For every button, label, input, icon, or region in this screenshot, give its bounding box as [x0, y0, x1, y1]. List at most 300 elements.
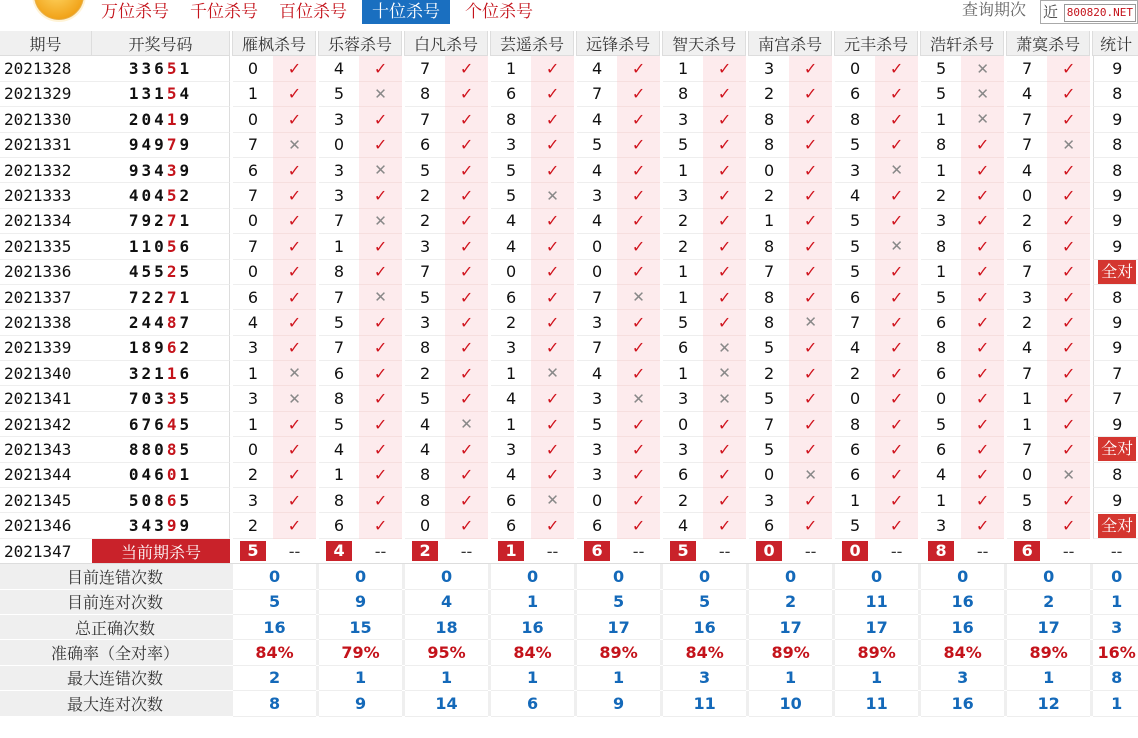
stat-value: 9	[319, 691, 402, 716]
stat-count: 1	[1093, 691, 1138, 716]
check-icon: ✓	[1047, 488, 1090, 513]
table-row	[0, 412, 1138, 437]
kill-number: 0	[319, 133, 359, 158]
cross-icon: ✕	[703, 336, 746, 361]
kill-number: 8	[491, 107, 531, 132]
kill-number: 4	[577, 158, 617, 183]
kill-number: 0	[749, 158, 789, 183]
draw-digit: 2	[128, 312, 142, 332]
cross-icon: ✕	[273, 386, 316, 411]
period-number: 2021346	[0, 513, 92, 538]
stat-value: 17	[577, 615, 660, 640]
draw-number	[92, 158, 230, 183]
pending-mark: --	[961, 539, 1004, 564]
draw-digit: 8	[154, 490, 167, 510]
check-icon: ✓	[273, 463, 316, 488]
kill-number: 4	[319, 437, 359, 462]
check-icon: ✓	[445, 488, 488, 513]
draw-digit-tens: 6	[166, 338, 180, 358]
stat-value: 14	[405, 691, 488, 716]
check-icon: ✓	[531, 386, 574, 411]
stat-value: 1	[491, 590, 574, 615]
current-kill-cell	[577, 539, 617, 564]
period-number: 2021336	[0, 260, 92, 285]
check-icon: ✓	[789, 386, 832, 411]
kill-number: 1	[491, 361, 531, 386]
check-icon: ✓	[961, 183, 1004, 208]
check-icon: ✓	[875, 336, 918, 361]
kill-number: 3	[319, 158, 359, 183]
draw-digit-tens: 1	[166, 363, 180, 383]
check-icon: ✓	[273, 234, 316, 259]
pending-mark: --	[875, 539, 918, 564]
kill-number: 1	[921, 260, 961, 285]
kill-number: 7	[405, 260, 445, 285]
check-icon: ✓	[531, 310, 574, 335]
header-expert: 白凡杀号	[405, 31, 488, 56]
kill-number: 0	[491, 260, 531, 285]
stat-row	[0, 640, 1138, 665]
draw-number	[92, 82, 230, 107]
draw-digit: 6	[154, 59, 167, 79]
kill-number: 8	[319, 260, 359, 285]
kill-number: 8	[921, 336, 961, 361]
kill-number: 5	[749, 386, 789, 411]
kill-number: 0	[921, 386, 961, 411]
row-count	[1093, 437, 1138, 462]
check-icon: ✓	[1047, 437, 1090, 462]
check-icon: ✓	[789, 107, 832, 132]
check-icon: ✓	[273, 107, 316, 132]
draw-digit: 6	[179, 363, 193, 383]
stat-value: 18	[405, 615, 488, 640]
kill-number: 5	[1007, 488, 1047, 513]
check-icon: ✓	[961, 310, 1004, 335]
kill-number: 8	[921, 234, 961, 259]
header-expert: 南宫杀号	[749, 31, 832, 56]
check-icon: ✓	[875, 310, 918, 335]
draw-digit: 8	[141, 439, 155, 459]
kill-number-table	[0, 31, 1138, 717]
draw-digit: 7	[128, 389, 142, 409]
kill-number: 5	[663, 133, 703, 158]
table-row	[0, 183, 1138, 208]
row-count: 7	[1093, 386, 1138, 411]
draw-digit: 0	[141, 389, 155, 409]
check-icon: ✓	[875, 488, 918, 513]
kill-number: 8	[921, 133, 961, 158]
header-expert: 乐蓉杀号	[319, 31, 402, 56]
kill-number: 3	[663, 107, 703, 132]
draw-digit-tens: 6	[166, 490, 180, 510]
kill-number: 5	[835, 209, 875, 234]
check-icon: ✓	[703, 310, 746, 335]
stat-value: 2	[749, 590, 832, 615]
row-count: 9	[1093, 488, 1138, 513]
stat-value: 84%	[233, 640, 316, 665]
stat-label: 目前连错次数	[0, 564, 230, 589]
check-icon: ✓	[703, 463, 746, 488]
period-number: 2021345	[0, 488, 92, 513]
cross-icon: ✕	[531, 488, 574, 513]
stat-row	[0, 615, 1138, 640]
stat-value: 11	[835, 590, 918, 615]
kill-number: 5	[921, 412, 961, 437]
draw-digit: 2	[154, 287, 167, 307]
kill-number: 4	[1007, 158, 1047, 183]
check-icon: ✓	[445, 234, 488, 259]
kill-number: 3	[663, 386, 703, 411]
kill-number: 3	[749, 488, 789, 513]
stat-value: 84%	[663, 640, 746, 665]
kill-number: 1	[233, 361, 273, 386]
stat-value: 17	[1007, 615, 1090, 640]
draw-number	[92, 183, 230, 208]
draw-number	[92, 437, 230, 462]
kill-number: 3	[835, 158, 875, 183]
period-number: 2021331	[0, 133, 92, 158]
kill-number: 2	[233, 513, 273, 538]
kill-number: 5	[405, 386, 445, 411]
row-count: 9	[1093, 412, 1138, 437]
kill-number: 1	[319, 463, 359, 488]
kill-number: 5	[921, 56, 961, 81]
draw-digit: 1	[179, 465, 193, 485]
kill-number: 4	[233, 310, 273, 335]
kill-number: 6	[491, 285, 531, 310]
kill-number: 2	[491, 310, 531, 335]
kill-number: 2	[663, 234, 703, 259]
row-count: 8	[1093, 285, 1138, 310]
check-icon: ✓	[1047, 361, 1090, 386]
check-icon: ✓	[703, 133, 746, 158]
check-icon: ✓	[531, 133, 574, 158]
check-icon: ✓	[961, 488, 1004, 513]
check-icon: ✓	[617, 361, 660, 386]
kill-number: 5	[835, 260, 875, 285]
draw-digit: 8	[141, 338, 155, 358]
check-icon: ✓	[961, 513, 1004, 538]
check-icon: ✓	[789, 513, 832, 538]
kill-number: 6	[319, 361, 359, 386]
stat-value: 11	[663, 691, 746, 716]
header-expert: 远锋杀号	[577, 31, 660, 56]
stat-value: 16	[491, 615, 574, 640]
check-icon: ✓	[961, 234, 1004, 259]
kill-number: 8	[835, 107, 875, 132]
stat-label: 总正确次数	[0, 615, 230, 640]
check-icon: ✓	[531, 285, 574, 310]
check-icon: ✓	[703, 513, 746, 538]
kill-number: 4	[491, 234, 531, 259]
draw-digit: 6	[128, 414, 142, 434]
kill-number: 3	[921, 209, 961, 234]
check-icon: ✓	[359, 260, 402, 285]
check-icon: ✓	[445, 82, 488, 107]
draw-digit: 4	[128, 262, 142, 282]
period-number: 2021342	[0, 412, 92, 437]
check-icon: ✓	[359, 310, 402, 335]
check-icon: ✓	[617, 56, 660, 81]
kill-number: 8	[749, 107, 789, 132]
cross-icon: ✕	[273, 361, 316, 386]
row-count: 8	[1093, 463, 1138, 488]
stat-value: 1	[835, 666, 918, 691]
check-icon: ✓	[531, 56, 574, 81]
draw-digit: 7	[128, 287, 142, 307]
table-row	[0, 56, 1138, 81]
check-icon: ✓	[445, 260, 488, 285]
kill-number: 5	[921, 285, 961, 310]
current-count: --	[1093, 539, 1138, 564]
current-period-number: 2021347	[0, 539, 92, 564]
cross-icon: ✕	[617, 386, 660, 411]
check-icon: ✓	[531, 463, 574, 488]
check-icon: ✓	[875, 82, 918, 107]
kill-number: 3	[577, 386, 617, 411]
kill-number: 8	[405, 336, 445, 361]
stat-row	[0, 590, 1138, 615]
check-icon: ✓	[445, 310, 488, 335]
draw-digit: 1	[128, 338, 142, 358]
kill-number: 0	[663, 412, 703, 437]
check-icon: ✓	[1047, 285, 1090, 310]
draw-digit: 0	[154, 439, 167, 459]
draw-digit: 4	[154, 186, 167, 206]
cross-icon: ✕	[961, 107, 1004, 132]
kill-number: 4	[577, 361, 617, 386]
check-icon: ✓	[617, 133, 660, 158]
period-number: 2021335	[0, 234, 92, 259]
kill-number: 6	[233, 158, 273, 183]
kill-number: 8	[1007, 513, 1047, 538]
check-icon: ✓	[359, 513, 402, 538]
check-icon: ✓	[273, 412, 316, 437]
stat-value: 0	[491, 564, 574, 589]
draw-digit-tens: 5	[166, 186, 180, 206]
draw-digit: 7	[179, 312, 193, 332]
cross-icon: ✕	[961, 82, 1004, 107]
check-icon: ✓	[273, 310, 316, 335]
check-icon: ✓	[273, 437, 316, 462]
kill-number: 7	[233, 133, 273, 158]
kill-number: 5	[491, 158, 531, 183]
kill-number: 6	[1007, 234, 1047, 259]
period-number: 2021329	[0, 82, 92, 107]
kill-number: 0	[1007, 183, 1047, 208]
kill-number: 7	[233, 234, 273, 259]
period-number: 2021340	[0, 361, 92, 386]
pending-mark: --	[359, 539, 402, 564]
draw-digit-tens: 1	[166, 109, 180, 129]
stat-count: 8	[1093, 666, 1138, 691]
kill-number: 1	[921, 158, 961, 183]
stat-value: 10	[749, 691, 832, 716]
row-count: 9	[1093, 107, 1138, 132]
stat-value: 5	[233, 590, 316, 615]
kill-number: 0	[835, 56, 875, 81]
cross-icon: ✕	[1047, 133, 1090, 158]
kill-number: 6	[491, 513, 531, 538]
kill-number: 7	[1007, 133, 1047, 158]
kill-number: 8	[319, 386, 359, 411]
kill-number: 1	[1007, 386, 1047, 411]
kill-number: 7	[577, 285, 617, 310]
draw-number	[92, 209, 230, 234]
kill-number: 7	[1007, 260, 1047, 285]
draw-digit: 4	[141, 516, 155, 536]
kill-number: 3	[577, 183, 617, 208]
kill-number: 7	[749, 412, 789, 437]
cross-icon: ✕	[359, 209, 402, 234]
table-row	[0, 158, 1138, 183]
kill-number: 4	[577, 56, 617, 81]
check-icon: ✓	[359, 463, 402, 488]
pending-mark: --	[617, 539, 660, 564]
kill-number: 2	[749, 183, 789, 208]
kill-number: 3	[1007, 285, 1047, 310]
table-row	[0, 463, 1138, 488]
check-icon: ✓	[875, 260, 918, 285]
tab-wan[interactable]: 万位杀号	[101, 2, 169, 22]
kill-number: 3	[233, 336, 273, 361]
check-icon: ✓	[531, 437, 574, 462]
check-icon: ✓	[445, 513, 488, 538]
check-icon: ✓	[531, 82, 574, 107]
draw-digit: 1	[154, 84, 167, 104]
kill-number: 0	[835, 386, 875, 411]
query-period-select[interactable]	[1040, 0, 1138, 24]
current-kill-cell	[749, 539, 789, 564]
kill-number: 6	[405, 133, 445, 158]
kill-number: 5	[491, 183, 531, 208]
kill-number: 8	[749, 234, 789, 259]
draw-digit-tens: 3	[166, 160, 180, 180]
check-icon: ✓	[1047, 183, 1090, 208]
check-icon: ✓	[273, 56, 316, 81]
row-count: 9	[1093, 56, 1138, 81]
check-icon: ✓	[961, 463, 1004, 488]
header-expert: 浩轩杀号	[921, 31, 1004, 56]
kill-number: 6	[835, 82, 875, 107]
check-icon: ✓	[445, 386, 488, 411]
kill-number: 4	[491, 209, 531, 234]
kill-number: 6	[491, 488, 531, 513]
draw-number	[92, 310, 230, 335]
stat-value: 89%	[577, 640, 660, 665]
draw-digit: 9	[179, 160, 193, 180]
check-icon: ✓	[789, 412, 832, 437]
check-icon: ✓	[445, 285, 488, 310]
kill-number: 0	[233, 56, 273, 81]
period-number: 2021337	[0, 285, 92, 310]
tab-ge[interactable]: 个位杀号	[465, 2, 533, 22]
period-number: 2021330	[0, 107, 92, 132]
table-row	[0, 437, 1138, 462]
check-icon: ✓	[1047, 386, 1090, 411]
draw-digit: 4	[141, 312, 155, 332]
check-icon: ✓	[961, 260, 1004, 285]
draw-digit: 5	[179, 414, 193, 434]
draw-digit-tens: 4	[166, 414, 180, 434]
draw-number	[92, 107, 230, 132]
draw-digit: 9	[179, 135, 193, 155]
stat-value: 95%	[405, 640, 488, 665]
cross-icon: ✕	[703, 361, 746, 386]
kill-number: 3	[577, 463, 617, 488]
stat-count: 0	[1093, 564, 1138, 589]
tab-shi[interactable]: 十位杀号	[362, 0, 450, 24]
stat-value: 3	[921, 666, 1004, 691]
check-icon: ✓	[875, 183, 918, 208]
table-row	[0, 82, 1138, 107]
check-icon: ✓	[359, 488, 402, 513]
current-kill-number: 6	[584, 541, 610, 561]
kill-number: 1	[233, 412, 273, 437]
check-icon: ✓	[789, 260, 832, 285]
draw-digit: 1	[128, 236, 142, 256]
draw-number	[92, 412, 230, 437]
row-count: 9	[1093, 336, 1138, 361]
draw-digit: 5	[128, 490, 142, 510]
tab-qian[interactable]: 千位杀号	[190, 2, 258, 22]
check-icon: ✓	[875, 285, 918, 310]
check-icon: ✓	[703, 183, 746, 208]
check-icon: ✓	[617, 234, 660, 259]
kill-number: 7	[749, 260, 789, 285]
kill-number: 5	[319, 310, 359, 335]
header-expert: 元丰杀号	[835, 31, 918, 56]
stat-value: 16	[663, 615, 746, 640]
query-period-value: 近	[1043, 3, 1059, 21]
stat-label: 准确率（全对率）	[0, 640, 230, 665]
draw-number	[92, 361, 230, 386]
kill-number: 2	[233, 463, 273, 488]
kill-number: 8	[405, 82, 445, 107]
cross-icon: ✕	[617, 285, 660, 310]
check-icon: ✓	[273, 285, 316, 310]
check-icon: ✓	[961, 437, 1004, 462]
stat-value: 15	[319, 615, 402, 640]
draw-digit: 4	[141, 465, 155, 485]
kill-number: 0	[577, 234, 617, 259]
row-count: 9	[1093, 234, 1138, 259]
check-icon: ✓	[273, 158, 316, 183]
period-number: 2021339	[0, 336, 92, 361]
check-icon: ✓	[617, 310, 660, 335]
kill-number: 1	[663, 361, 703, 386]
stat-value: 2	[233, 666, 316, 691]
draw-digit-tens: 5	[166, 59, 180, 79]
check-icon: ✓	[617, 488, 660, 513]
kill-number: 7	[405, 56, 445, 81]
pending-mark: --	[1047, 539, 1090, 564]
kill-number: 3	[577, 437, 617, 462]
kill-number: 4	[405, 412, 445, 437]
kill-number: 7	[319, 336, 359, 361]
current-kill-cell	[491, 539, 531, 564]
tab-bai[interactable]: 百位杀号	[279, 2, 347, 22]
kill-number: 3	[749, 56, 789, 81]
check-icon: ✓	[703, 158, 746, 183]
kill-number: 5	[663, 310, 703, 335]
current-kill-cell	[835, 539, 875, 564]
cross-icon: ✕	[531, 361, 574, 386]
header-expert: 智天杀号	[663, 31, 746, 56]
check-icon: ✓	[359, 336, 402, 361]
current-kill-number: 0	[756, 541, 782, 561]
kill-number: 0	[405, 513, 445, 538]
